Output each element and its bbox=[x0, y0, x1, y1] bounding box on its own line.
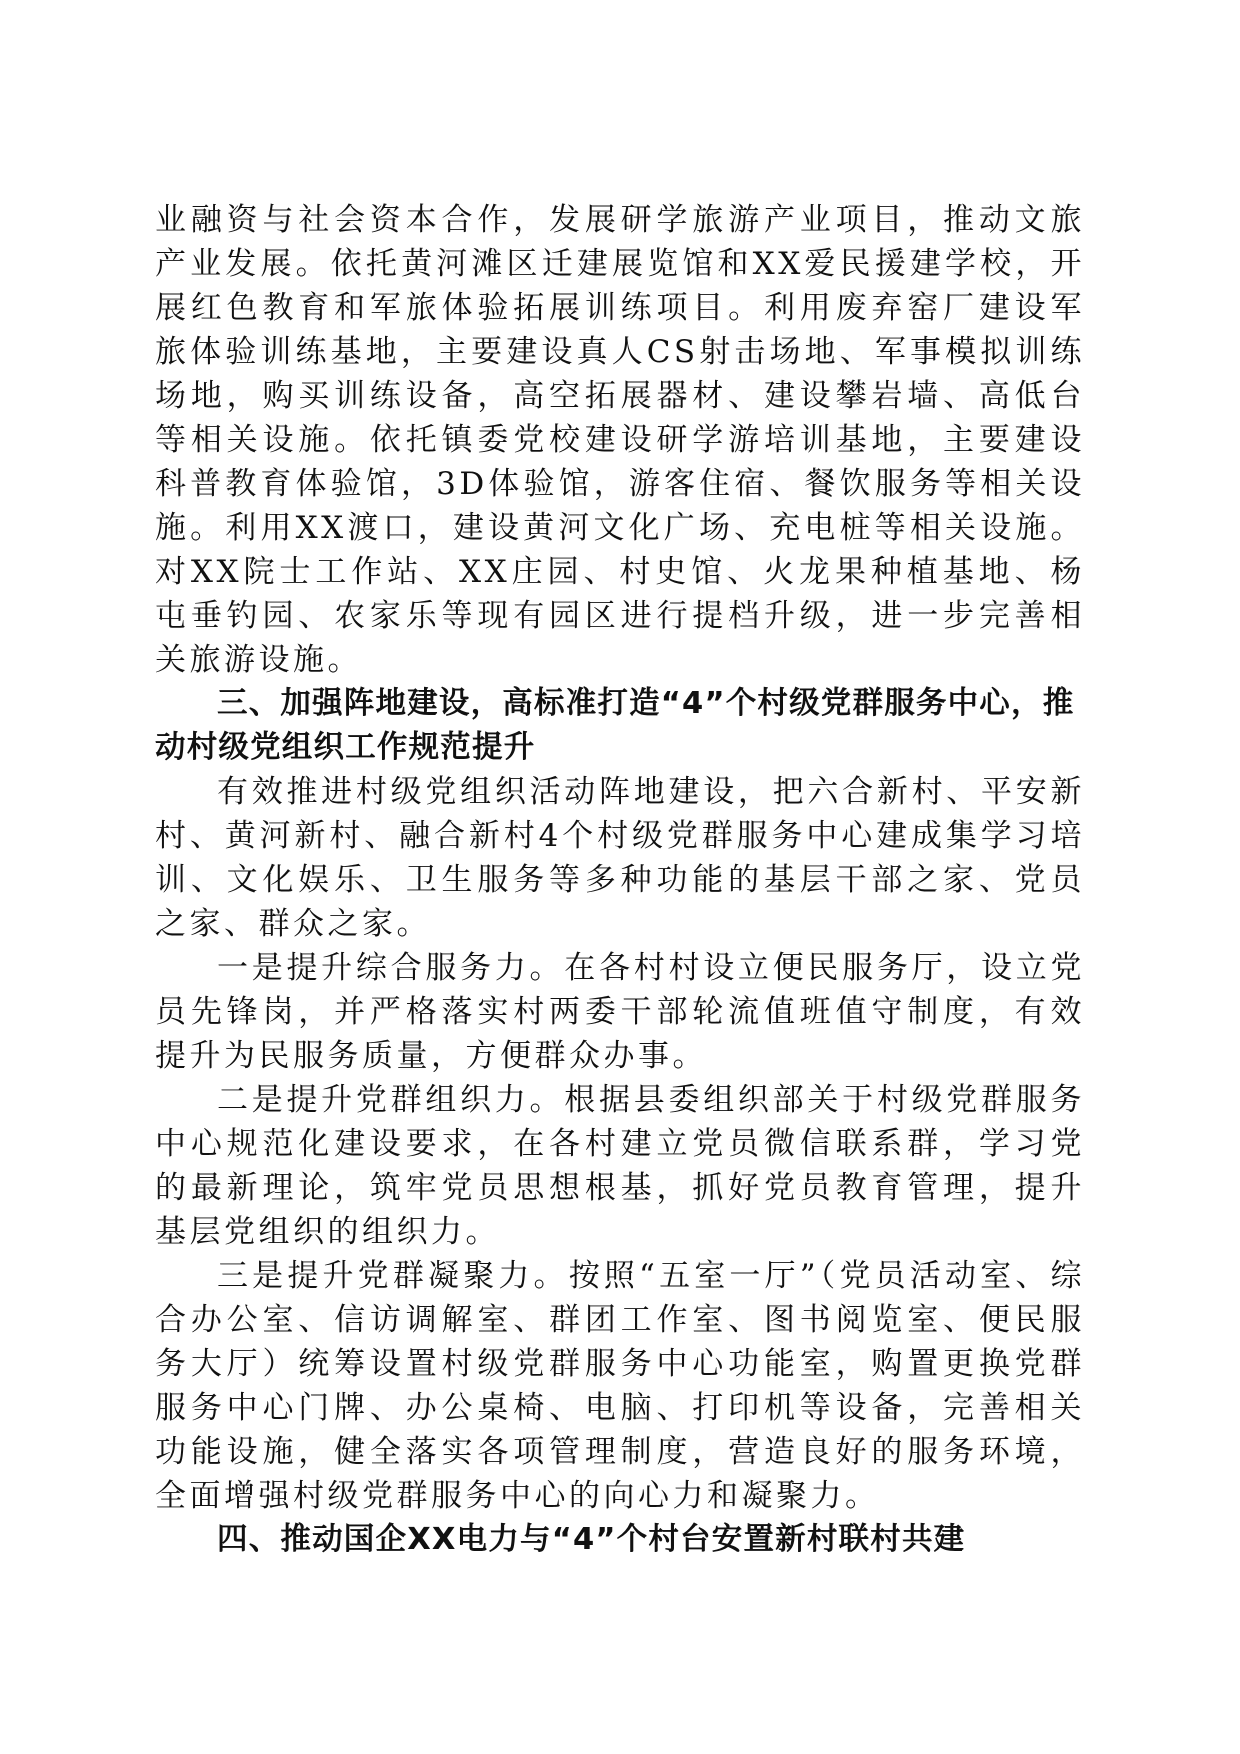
paragraph-organizational-capacity: 二是提升党群组织力。根据县委组织部关于村级党群服务中心规范化建设要求，在各村建立党员微信联系群，学习党的最新理论，筑牢党员思想根基，抓好党员教育管理，提升基层党组织的组织力。 bbox=[155, 1082, 1085, 1250]
document-body bbox=[155, 198, 1085, 1562]
paragraph-service-centers: 有效推进村级党组织活动阵地建设，把六合新村、平安新村、黄河新村、融合新村4个村级党群服务中心建成集学习培训、文化娱乐、卫生服务等多种功能的基层干部之家、党员之家、群众之家。 bbox=[155, 774, 1085, 942]
section-heading-four: 四、推动国企XX电力与“4”个村台安置新村联村共建 bbox=[217, 1522, 966, 1557]
paragraph-service-capacity: 一是提升综合服务力。在各村村设立便民服务厅，设立党员先锋岗，并严格落实村两委干部轮流值班值守制度，有效提升为民服务质量，方便群众办事。 bbox=[155, 950, 1085, 1074]
paragraph-cohesion: 三是提升党群凝聚力。按照“五室一厅”（党员活动室、综合办公室、信访调解室、群团工作室、图书阅览室、便民服务大厅）统筹设置村级党群服务中心功能室，购置更换党群服务中心门牌、办公桌椅、电脑、打印机等设备，完善相关功能设施，健全落实各项管理制度，营造良好的服务环境，全面增强村级党群服务中心的向心力和凝聚力。 bbox=[155, 1258, 1085, 1514]
paragraph-cultural-tourism: 业融资与社会资本合作，发展研学旅游产业项目，推动文旅产业发展。依托黄河滩区迁建展览馆和XX爱民援建学校，开展红色教育和军旅体验拓展训练项目。利用废弃窑厂建设军旅体验训练基地，主要建设真人CS射击场地、军事模拟训练场地，购买训练设备，高空拓展器材、建设攀岩墙、高低台等相关设施。依托镇委党校建设研学游培训基地，主要建设科普教育体验馆，3D体验馆，游客住宿、餐饮服务等相关设施。利用XX渡口，建设黄河文化广场、充电桩等相关设施。对XX院士工作站、XX庄园、村史馆、火龙果种植基地、杨屯垂钓园、农家乐等现有园区进行提档升级，进一步完善相关旅游设施。 bbox=[155, 202, 1085, 678]
section-heading-three: 三、加强阵地建设，高标准打造“4”个村级党群服务中心，推动村级党组织工作规范提升 bbox=[155, 686, 1075, 765]
